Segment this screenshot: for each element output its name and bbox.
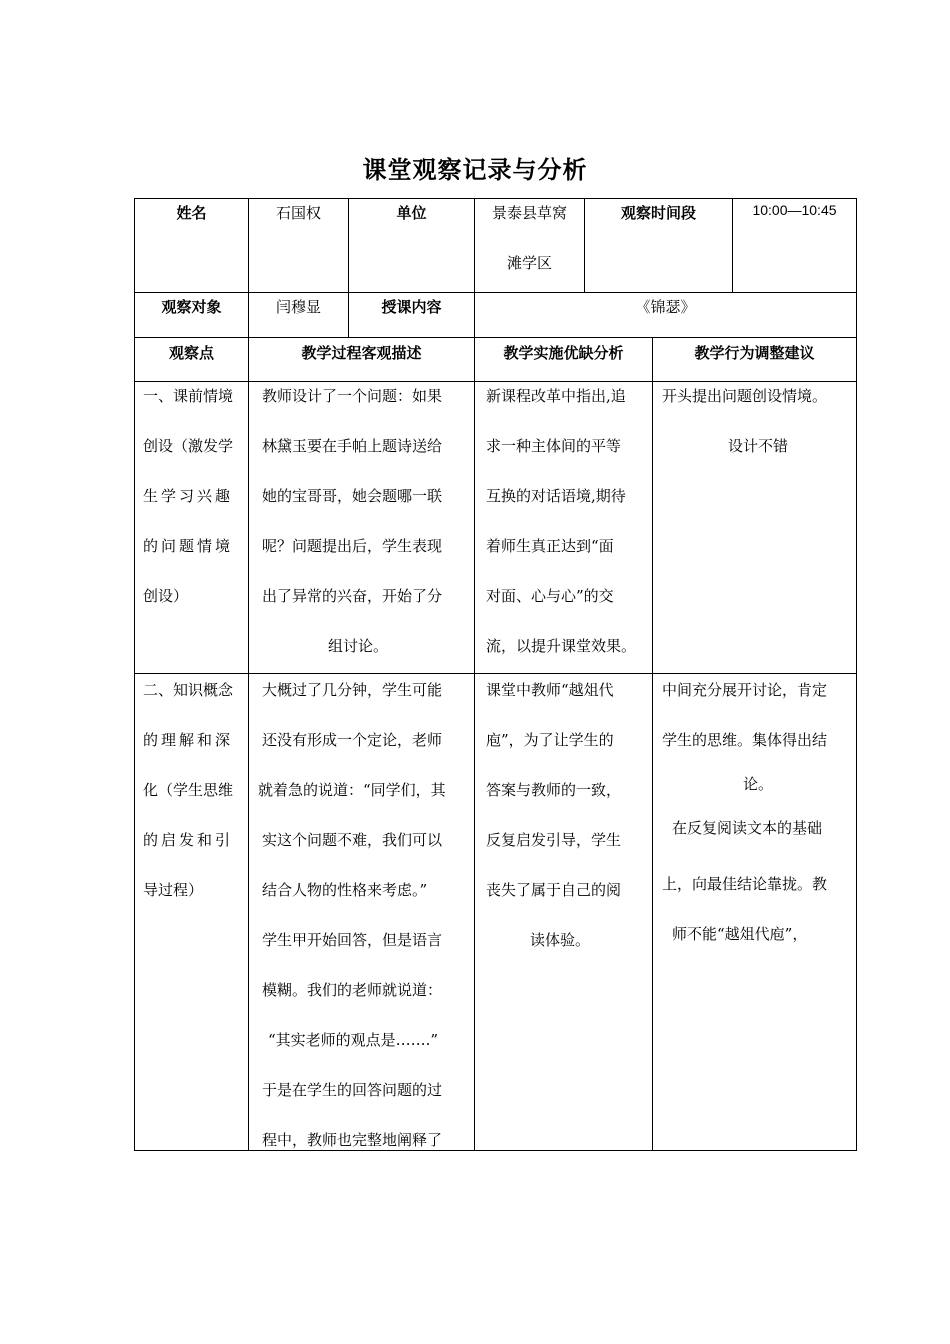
text-line: 一、课前情境: [143, 387, 234, 405]
table-rule: [134, 292, 857, 293]
text-line: 庖”，为了让学生的: [486, 731, 614, 749]
text-line: 中间充分展开讨论，肯定: [662, 681, 828, 699]
text-line: 师不能“越俎代庖”，: [672, 925, 808, 943]
text-line: 于是在学生的回答问题的过: [262, 1081, 443, 1099]
object-label: 观察对象: [161, 298, 222, 316]
unit-value-line2: 滩学区: [506, 254, 552, 272]
text-line: 的理解和深: [143, 731, 234, 749]
text-line: 的启发和引: [143, 831, 234, 849]
text-line: 设计不错: [727, 437, 788, 455]
text-line: 着师生真正达到“面: [486, 537, 614, 555]
suggestion-2: [662, 665, 854, 959]
table-rule: [134, 337, 857, 338]
text-line: 课堂中教师“越俎代: [486, 681, 614, 699]
table-border-right: [856, 198, 857, 1151]
text-line: 论。: [742, 775, 773, 793]
description-1: [262, 371, 472, 671]
text-line: 生学习兴趣: [143, 487, 234, 505]
analysis-2: [486, 665, 651, 965]
text-line: 读体验。: [530, 931, 591, 949]
object-value: 闫穆显: [275, 298, 321, 316]
table-border-top: [134, 198, 857, 199]
text-line: 她的宝哥哥，她会题哪一联: [262, 487, 443, 505]
text-line: 流，以提升课堂效果。: [486, 637, 637, 655]
text-line: 新课程改革中指出,追: [486, 387, 626, 405]
text-line: 大概过了几分钟，学生可能: [262, 681, 443, 699]
text-line: 化（学生思维: [143, 781, 234, 799]
description-2: [258, 665, 472, 1165]
text-line: 求一种主体间的平等: [486, 437, 622, 455]
time-value: 10:00—10:45: [752, 202, 837, 218]
suggestion-1: [662, 371, 854, 471]
text-line: 出了异常的兴奋，开始了分: [262, 587, 443, 605]
text-line: 丧失了属于自己的阅: [486, 881, 622, 899]
page-title: 课堂观察记录与分析: [362, 156, 588, 184]
column-header: 教学过程客观描述: [301, 344, 422, 362]
text-line: 实这个问题不难，我们可以: [262, 831, 443, 849]
observation-point-2: [143, 665, 243, 915]
text-line: 林黛玉要在手帕上题诗送给: [262, 437, 443, 455]
text-line: 就着急的说道：“同学们，其: [258, 781, 446, 799]
observation-point-1: [143, 371, 243, 621]
text-line: 程中，教师也完整地阐释了: [262, 1131, 443, 1149]
unit-label: 单位: [396, 204, 427, 222]
text-line: 上，向最佳结论靠拢。教: [662, 875, 828, 893]
text-line: 导过程）: [143, 881, 204, 899]
table-rule: [652, 337, 653, 1151]
text-line: “其实老师的观点是…….”: [268, 1031, 439, 1049]
unit-value-line1: 景泰县草窝: [491, 204, 567, 222]
name-value: 石国权: [275, 204, 321, 222]
text-line: 互换的对话语境,期待: [486, 487, 626, 505]
text-line: 模糊。我们的老师就说道：: [262, 981, 443, 999]
text-line: 在反复阅读文本的基础: [672, 819, 823, 837]
analysis-1: [486, 371, 651, 671]
text-line: 教师设计了一个问题：如果: [262, 387, 443, 405]
text-line: 反复启发引导，学生: [486, 831, 622, 849]
text-line: 二、知识概念: [143, 681, 234, 699]
text-line: 结合人物的性格来考虑。”: [262, 881, 428, 899]
text-line: 学生的思维。集体得出结: [662, 731, 828, 749]
column-header: 观察点: [168, 344, 214, 362]
table-border-left: [134, 198, 135, 1151]
text-line: 组讨论。: [328, 637, 389, 655]
text-line: 创设）: [143, 587, 189, 605]
time-label: 观察时间段: [620, 204, 696, 222]
text-line: 答案与教师的一致，: [486, 781, 622, 799]
table-rule: [474, 198, 475, 1151]
name-label: 姓名: [176, 204, 207, 222]
text-line: 呢？问题提出后，学生表现: [262, 537, 443, 555]
table-rule: [248, 198, 249, 1151]
column-header: 教学行为调整建议: [694, 344, 815, 362]
text-line: 学生甲开始回答，但是语言: [262, 931, 443, 949]
text-line: 对面、心与心”的交: [486, 587, 614, 605]
content-label: 授课内容: [381, 298, 442, 316]
content-value: 《锦瑟》: [635, 298, 696, 316]
column-header: 教学实施优缺分析: [503, 344, 624, 362]
text-line: 的问题情境: [143, 537, 234, 555]
text-line: 开头提出问题创设情境。: [662, 387, 828, 405]
text-line: 创设（激发学: [143, 437, 234, 455]
table-border-bottom: [134, 1150, 857, 1151]
text-line: 还没有形成一个定论，老师: [262, 731, 443, 749]
